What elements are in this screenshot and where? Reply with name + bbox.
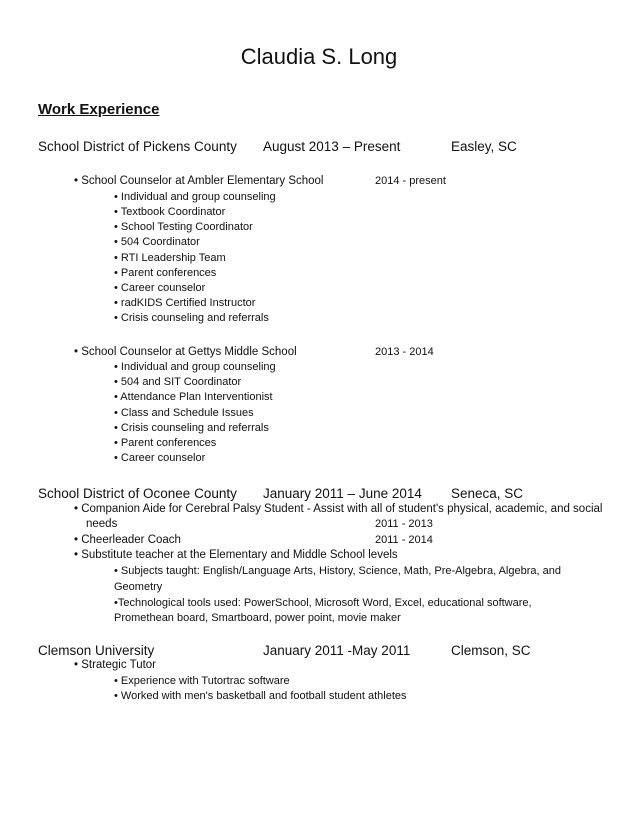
role-dates: 2014 - present [375,175,446,187]
role-dates: 2011 - 2013 [375,518,433,530]
role-title-continued: needs [86,518,118,530]
duty-item: • Parent conferences [114,437,217,449]
role-title: • Strategic Tutor [74,659,157,671]
duty-item: • 504 Coordinator [114,236,200,248]
page-title: Claudia S. Long [240,44,398,69]
org-location: Easley, SC [451,139,517,154]
role-title: • Cheerleader Coach [74,534,181,546]
section-heading: Work Experience [38,101,160,118]
duty-item: • Crisis counseling and referrals [114,422,269,434]
role-title: • Companion Aide for Cerebral Palsy Student - Assist with all of student's physical, academic, and social [74,503,603,515]
org-location: Seneca, SC [451,486,524,501]
org-name: School District of Pickens County [38,139,237,154]
duty-item: • 504 and SIT Coordinator [114,376,242,388]
role-dates: 2013 - 2014 [375,346,434,358]
role-title: • Substitute teacher at the Elementary and Middle School levels [74,549,398,561]
duty-item: • Worked with men's basketball and football student athletes [114,690,407,702]
role-dates: 2011 - 2014 [375,534,433,546]
duty-item: • School Testing Coordinator [114,221,253,233]
org-dates: January 2011 – June 2014 [263,486,422,501]
duty-item: • Individual and group counseling [114,191,276,203]
duty-item: • Career counselor [114,452,206,464]
duty-item: • Crisis counseling and referrals [114,312,269,324]
duty-item: • Attendance Plan Interventionist [114,391,273,403]
duty-item: • Experience with Tutortrac software [114,675,290,687]
org-name: Clemson University [38,643,155,658]
duty-item: • Textbook Coordinator [114,206,226,218]
role-title: • School Counselor at Gettys Middle School [74,346,297,358]
duty-item: • Individual and group counseling [114,361,276,373]
duty-item: • Career counselor [114,282,206,294]
org-dates: August 2013 – Present [263,139,401,154]
duty-item: • Class and Schedule Issues [114,407,254,419]
org-location: Clemson, SC [451,643,531,658]
detail-item: • Subjects taught: English/Language Arts, History, Science, Math, Pre-Algebra, Algebra, and [114,565,561,577]
duty-item: • RTI Leadership Team [114,252,226,264]
org-dates: January 2011 -May 2011 [263,643,411,658]
detail-item: Geometry [114,581,163,593]
duty-item: • Parent conferences [114,267,217,279]
role-title: • School Counselor at Ambler Elementary School [74,175,324,187]
detail-item: •Technological tools used: PowerSchool, Microsoft Word, Excel, educational software, [114,597,532,609]
org-name: School District of Oconee County [38,486,237,501]
detail-item: Promethean board, Smartboard, power point, movie maker [114,612,401,624]
duty-item: • radKIDS Certified Instructor [114,297,256,309]
